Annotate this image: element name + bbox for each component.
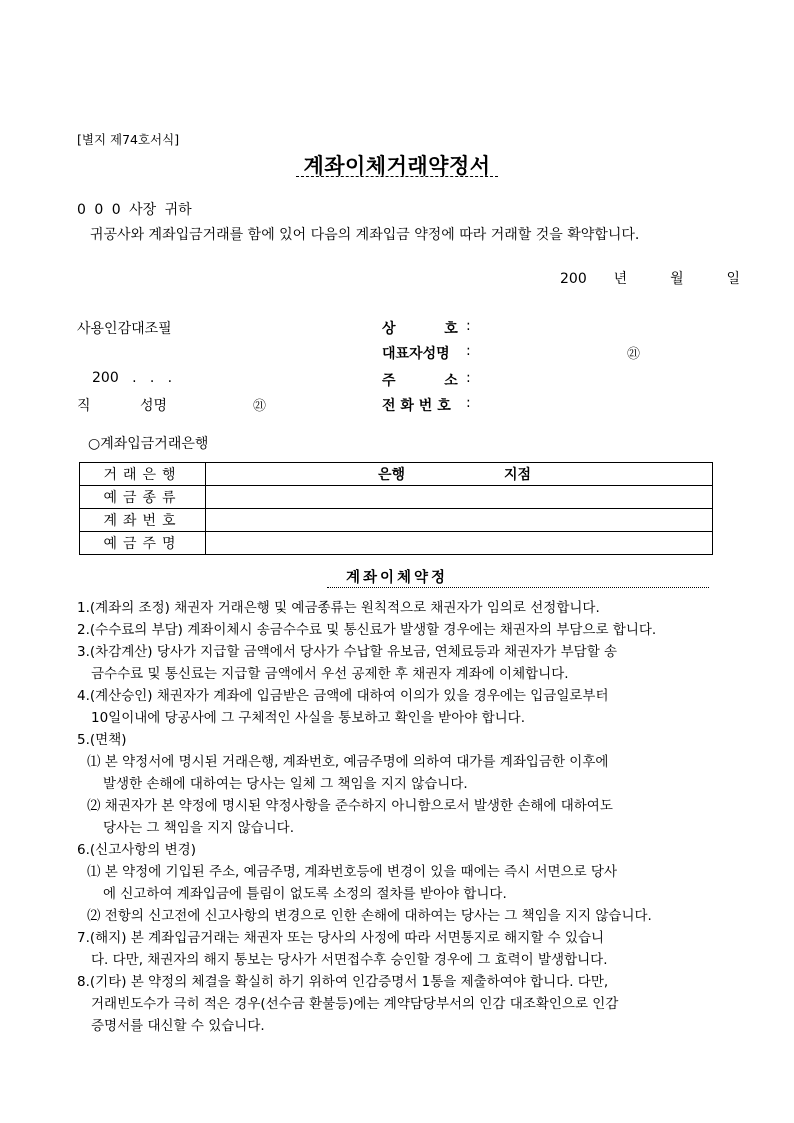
terms-line: 6.(신고사항의 변경) xyxy=(77,842,196,858)
terms-line: 당사는 그 책임을 지지 않습니다. xyxy=(103,820,294,836)
seal-check-label: 사용인감대조필 xyxy=(77,321,172,337)
account-type-label: 예금종류 xyxy=(80,486,206,509)
terms-line: 발생한 손해에 대하여는 당사는 일체 그 책임을 지지 않습니다. xyxy=(103,776,468,792)
bank-table xyxy=(79,462,713,555)
terms-title-underline xyxy=(327,587,709,588)
terms-line: 8.(기타) 본 약정의 체결을 확실히 하기 위하여 인감증명서 1통을 제출하여야 합니다. 다만, xyxy=(77,974,609,990)
title-underline xyxy=(296,176,498,177)
company-name-label: 상 호 xyxy=(382,321,458,337)
bank-value xyxy=(206,463,713,486)
page-title: 계좌이체거래약정서 xyxy=(303,154,491,178)
intro-paragraph: 귀공사와 계좌입금거래를 함에 있어 다음의 계좌입금 약정에 따라 거래할 것을 확약합니다. xyxy=(90,227,640,243)
terms-line: ⑴ 본 약정서에 명시된 거래은행, 계좌번호, 예금주명에 의하여 대가를 계좌입금한 이후에 xyxy=(87,754,609,770)
phone-label: 전 화 번 호 xyxy=(382,398,451,414)
representative-label: 대표자성명 xyxy=(382,346,450,362)
table-row xyxy=(80,463,713,486)
company-seal-mark: ㉑ xyxy=(627,347,641,362)
bank-section-title: ○계좌입금거래은행 xyxy=(88,436,209,452)
seal-check-date: 200 . . . xyxy=(92,370,173,386)
branch-unit: 지점 xyxy=(504,467,532,483)
terms-line: 7.(해지) 본 계좌입금거래는 채권자 또는 당사의 사정에 따라 서면통지로 해지할 수 있습니 xyxy=(77,930,605,946)
table-row xyxy=(80,532,713,555)
terms-line: 10일이내에 당공사에 그 구체적인 사실을 통보하고 확인을 받아야 합니다. xyxy=(91,710,525,726)
form-number: [별지 제74호서식] xyxy=(77,132,180,147)
seal-name-label: 성명 xyxy=(140,398,168,414)
terms-line: 1.(계좌의 조정) 채권자 거래은행 및 예금종류는 원칙적으로 채권자가 임의로 선정합니다. xyxy=(77,600,600,616)
date-month-unit: 월 xyxy=(670,271,684,287)
terms-line: 거래빈도수가 극히 적은 경우(선수금 환불등)에는 계약담당부서의 인감 대조확인으로 인감 xyxy=(91,996,619,1012)
terms-line: ⑴ 본 약정에 기입된 주소, 예금주명, 계좌번호등에 변경이 있을 때에는 즉시 서면으로 당사 xyxy=(87,864,618,880)
terms-line: ⑵ 전항의 신고전에 신고사항의 변경으로 인한 손해에 대하여는 당사는 그 책임을 지지 않습니다. xyxy=(87,908,652,924)
representative-value: : xyxy=(466,343,471,359)
table-row xyxy=(80,486,713,509)
terms-line: 3.(차감계산) 당사가 지급할 금액에서 당사가 수납할 유보금, 연체료등과 채권자가 부담할 송 xyxy=(77,644,618,660)
terms-line: 다. 다만, 채권자의 해지 통보는 당사가 서면접수후 승인할 경우에 그 효력이 발생합니다. xyxy=(91,952,608,968)
terms-line: 에 신고하여 계좌입금에 틀림이 없도록 소정의 절차를 받아야 합니다. xyxy=(103,886,507,902)
bank-unit: 은행 xyxy=(378,467,406,483)
terms-line: ⑵ 채권자가 본 약정에 명시된 약정사항을 준수하지 아니함으로서 발생한 손해에 대하여도 xyxy=(87,798,613,814)
phone-value: : xyxy=(466,395,471,411)
account-number-label: 계좌번호 xyxy=(80,509,206,532)
bank-label: 거래은행 xyxy=(80,463,206,486)
terms-body xyxy=(77,597,719,1037)
terms-line: 5.(면책) xyxy=(77,732,127,748)
address-value: : xyxy=(466,370,471,386)
account-type-value xyxy=(206,486,713,509)
terms-line: 금수수료 및 통신료는 지급할 금액에서 우선 공제한 후 채권자 계좌에 이체합니다. xyxy=(91,666,569,682)
terms-title: 계좌이체약정 xyxy=(345,570,449,586)
seal-mark: ㉑ xyxy=(253,399,267,414)
date-year: 200 xyxy=(560,271,587,287)
account-number-value xyxy=(206,509,713,532)
terms-line: 증명서를 대신할 수 있습니다. xyxy=(91,1018,265,1034)
date-year-unit: 년 xyxy=(613,271,628,287)
addressee: 0 0 0 사장 귀하 xyxy=(77,202,192,218)
document-date xyxy=(560,268,740,288)
date-day-unit: 일 xyxy=(726,271,741,287)
account-holder-label: 예금주명 xyxy=(80,532,206,555)
table-row xyxy=(80,509,713,532)
seal-position-label: 직 xyxy=(77,398,91,414)
terms-line: 4.(계산승인) 채권자가 계좌에 입금받은 금액에 대하여 이의가 있을 경우에는 입금일로부터 xyxy=(77,688,609,704)
company-name-value: : xyxy=(466,318,471,334)
terms-line: 2.(수수료의 부담) 계좌이체시 송금수수료 및 통신료가 발생할 경우에는 채권자의 부담으로 합니다. xyxy=(77,622,657,638)
address-label: 주 소 xyxy=(382,373,458,389)
account-holder-value xyxy=(206,532,713,555)
